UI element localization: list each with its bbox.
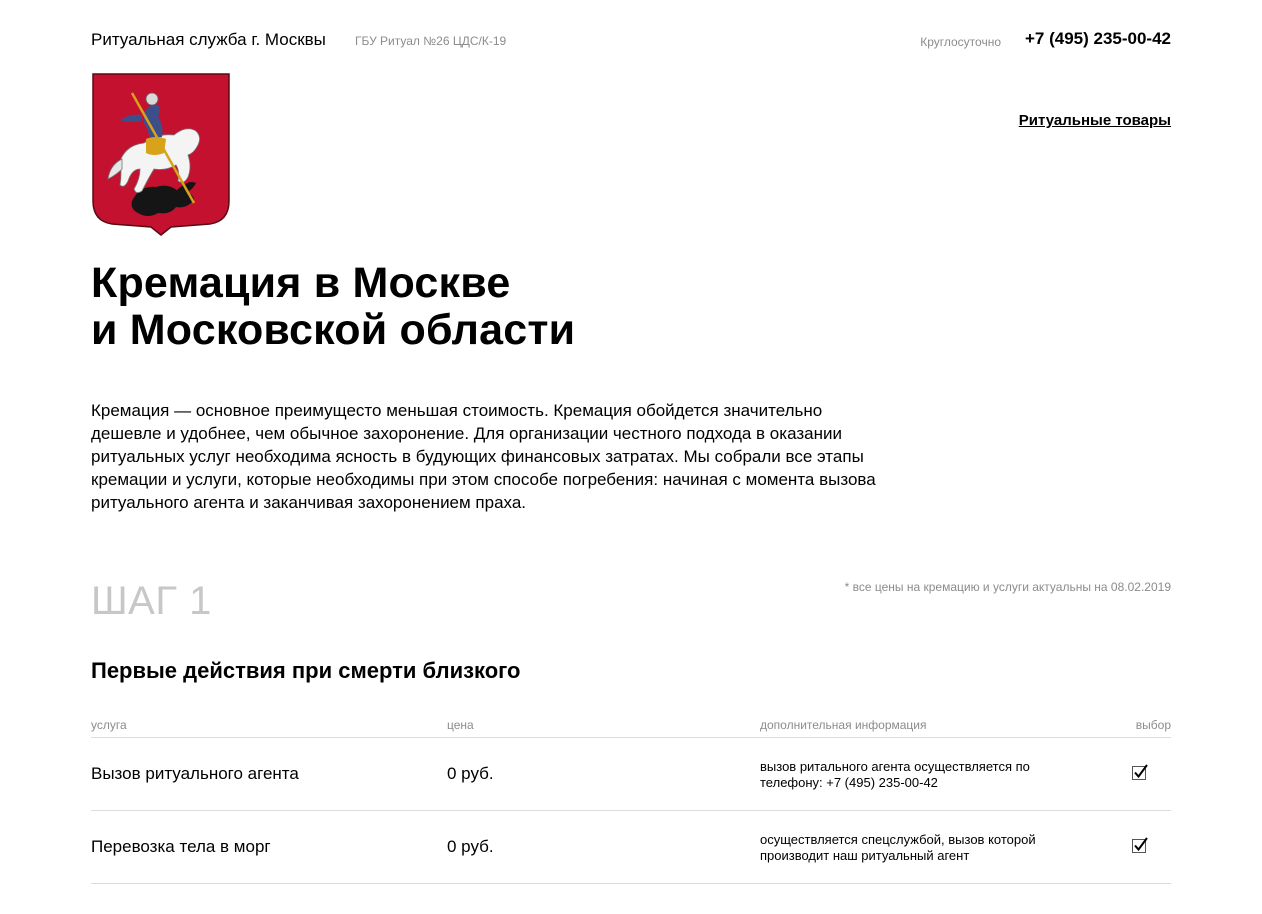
- service-info: вызов ритального агента осуществляется по телефону: +7 (495) 235-00-42: [760, 759, 1030, 790]
- hours-label: Круглосуточно: [920, 35, 1001, 49]
- service-price: 0 руб.: [447, 837, 494, 856]
- services-table: [91, 716, 1171, 884]
- phone-link[interactable]: +7 (495) 235-00-42: [1024, 29, 1171, 48]
- ritual-goods-link[interactable]: Ритуальные товары: [1018, 112, 1171, 129]
- column-header-price: цена: [447, 718, 474, 732]
- step-label: ШАГ 1: [91, 579, 212, 623]
- page-title-line-1: Кремация в Москве: [91, 259, 511, 307]
- column-header-select: выбор: [1135, 718, 1171, 732]
- section-title: Первые действия при смерти близкого: [91, 658, 521, 683]
- page-title-line-2: и Московской области: [91, 306, 576, 354]
- column-header-info: дополнительная информация: [760, 718, 927, 732]
- checkbox-checked-icon[interactable]: [1132, 837, 1148, 853]
- price-note: * все цены на кремацию и услуги актуальны на 08.02.2019: [844, 580, 1171, 594]
- page-title: [91, 260, 575, 354]
- table-row: [91, 811, 1171, 884]
- org-name: Ритуальная служба г. Москвы: [91, 30, 326, 49]
- intro-paragraph: Кремация — основное преимущесто меньшая стоимость. Кремация обойдется значительно дешевле и удобнее, чем обычное захоронение. Для организации честного подхода в оказании ритуальных услуг необходима ясность в будующих финансовых затратах. Мы собрали все этапы кремации и услуги, которые необходимы при этом способе погребения: начиная с момента вызова ритуального агента и заканчивая захоронением праха.: [91, 401, 876, 512]
- table-row: [91, 738, 1171, 811]
- service-name: Вызов ритуального агента: [91, 764, 299, 783]
- table-header: [91, 716, 1171, 738]
- checkbox-checked-icon[interactable]: [1132, 764, 1148, 780]
- service-info: осуществляется спецслужбой, вызов которой производит наш ритуальный агент: [760, 832, 1036, 863]
- column-header-service: услуга: [91, 718, 127, 732]
- service-name: Перевозка тела в морг: [91, 837, 271, 856]
- org-subtitle: ГБУ Ритуал №26 ЦДС/К-19: [355, 34, 507, 48]
- page: [91, 0, 1171, 914]
- moscow-coat-of-arms-icon[interactable]: [92, 73, 230, 236]
- service-price: 0 руб.: [447, 764, 494, 783]
